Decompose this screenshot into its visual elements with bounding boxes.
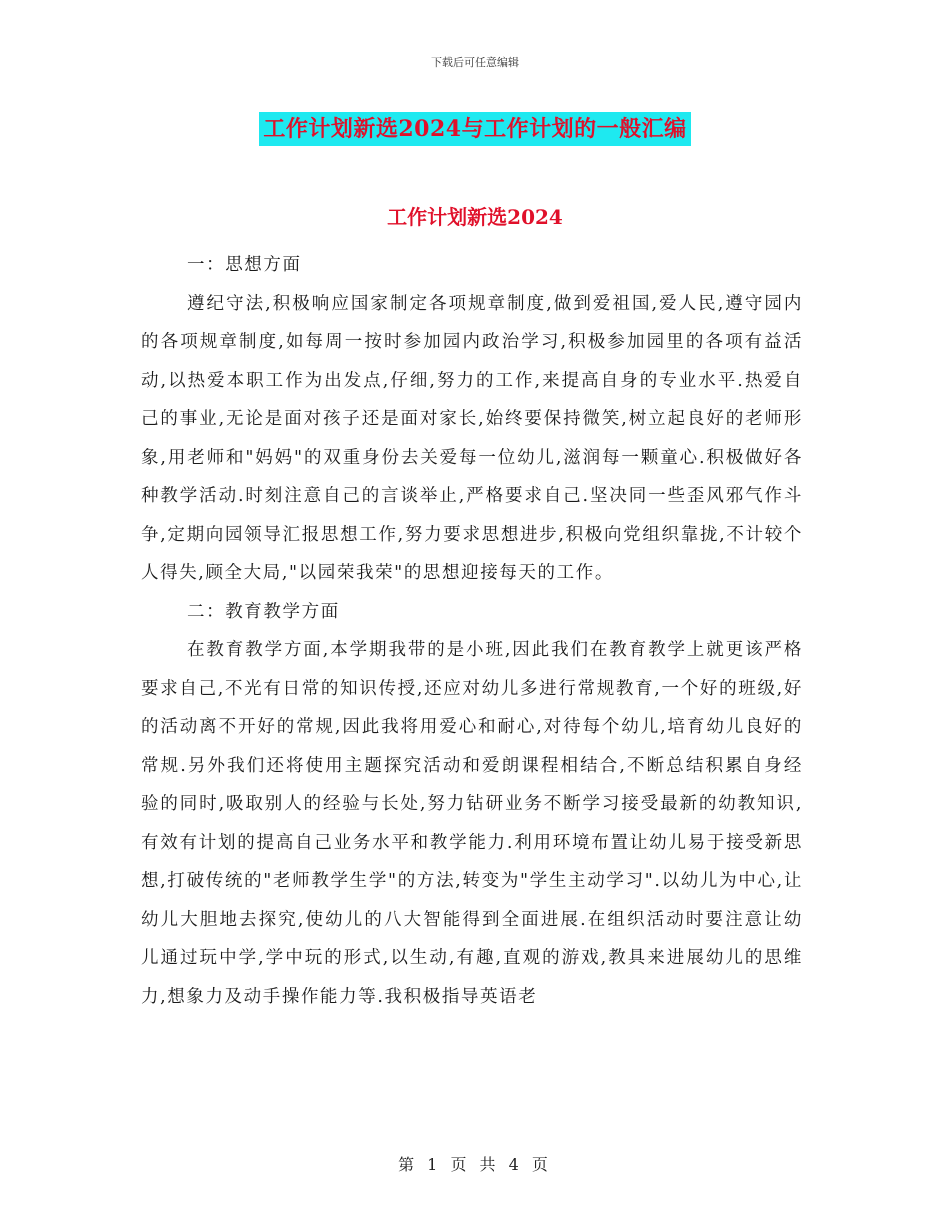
main-title: 工作计划新选2024与工作计划的一般汇编: [259, 112, 690, 146]
page-number-footer: 第 1 页 共 4 页: [398, 1155, 552, 1174]
main-title-container: [0, 112, 950, 146]
section-heading-thinking: 一：思想方面: [187, 255, 302, 275]
section-paragraph-teaching: 在教育教学方面,本学期我带的是小班,因此我们在教育教学上就更该严格要求自己,不光有日常的知识传授,还应对幼儿多进行常规教育,一个好的班级,好的活动离不开好的常规,因此我将用爱心和耐心,对待每个幼儿,培育幼儿良好的常规.另外我们还将使用主题探究活动和爱朗课程相结合,不断总结积累自身经验的同时,吸取别人的经验与长处,努力钻研业务不断学习接受最新的幼教知识,有效有计划的提高自己业务水平和教学能力.利用环境布置让幼儿易于接受新思想,打破传统的"老师教学生学"的方法,转变为"学生主动学习".以幼儿为中心,让幼儿大胆地去探究,使幼儿的八大智能得到全面进展.在组织活动时要注意让幼儿通过玩中学,学中玩的形式,以生动,有趣,直观的游戏,教具来进展幼儿的思维力,想象力及动手操作能力等.我积极指导英语老: [141, 640, 803, 1007]
section-paragraph-thinking: 遵纪守法,积极响应国家制定各项规章制度,做到爱祖国,爱人民,遵守园内的各项规章制度,如每周一按时参加园内政治学习,积极参加园里的各项有益活动,以热爱本职工作为出发点,仔细,努力的工作,来提高自身的专业水平.热爱自己的事业,无论是面对孩子还是面对家长,始终要保持微笑,树立起良好的老师形象,用老师和"妈妈"的双重身份去关爱每一位幼儿,滋润每一颗童心.积极做好各种教学活动.时刻注意自己的言谈举止,严格要求自己.坚决同一些歪风邪气作斗争,定期向园领导汇报思想工作,努力要求思想进步,积极向党组织靠拢,不计较个人得失,顾全大局,"以园荣我荣"的思想迎接每天的工作。: [141, 293, 803, 583]
section-heading-teaching: 二：教育教学方面: [187, 601, 340, 622]
sub-title: 工作计划新选2024: [387, 205, 563, 229]
header-note: 下载后可任意编辑: [431, 56, 519, 69]
document-body: [141, 246, 803, 1016]
